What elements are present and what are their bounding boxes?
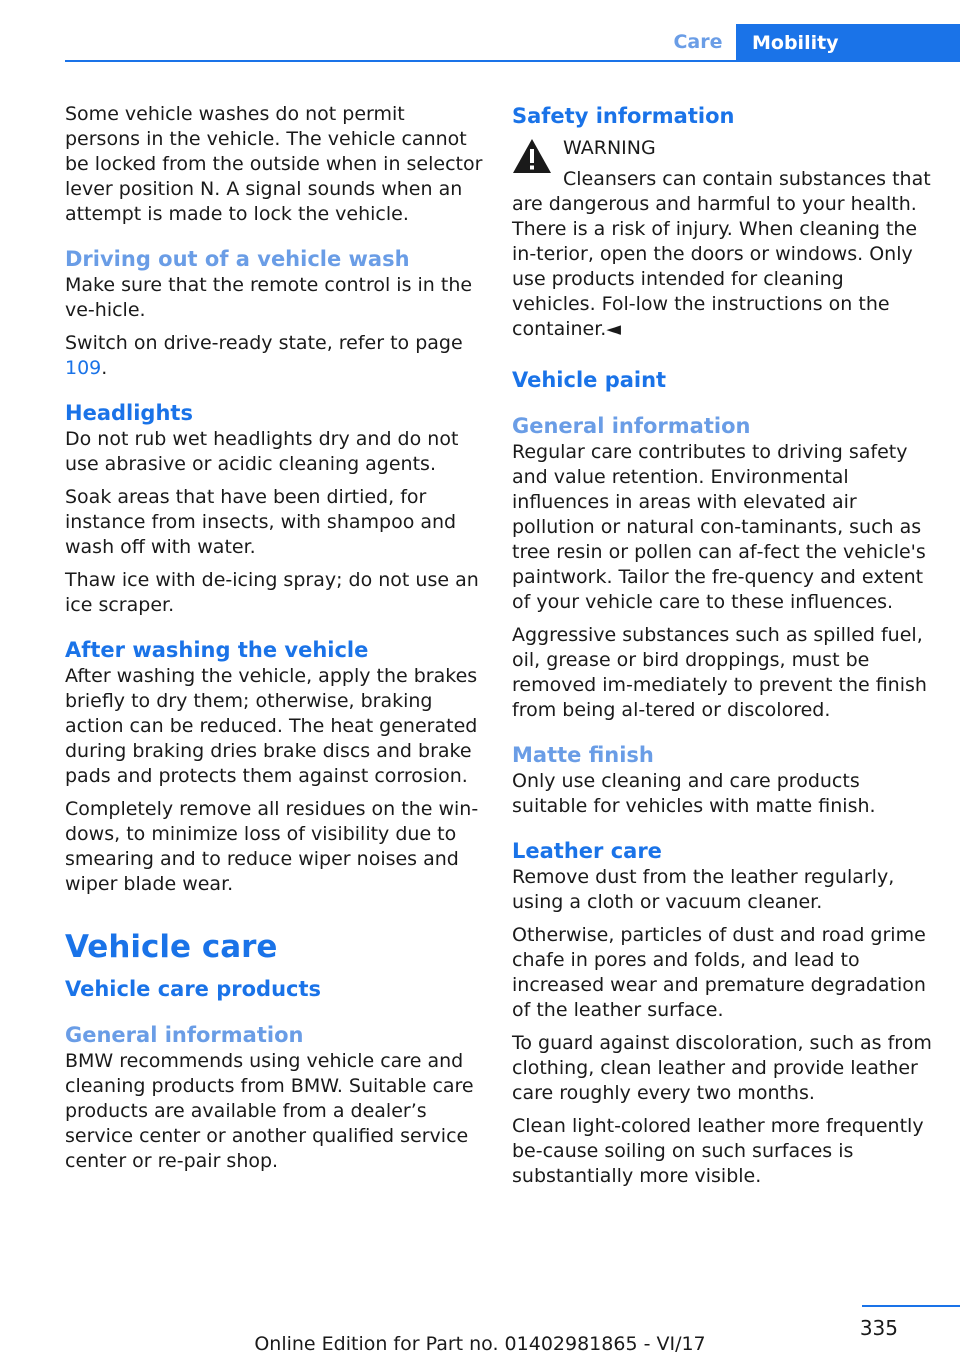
warning-text: are dangerous and harmful to your health. There is a risk of injury. When cleaning the in‐terior, open the doors or windows. Only use products intended for cleaning vehicles. Fol‐low the instructions on the container.◄ — [512, 193, 918, 340]
tab-care[interactable]: Care — [673, 31, 723, 53]
edition-footer: Online Edition for Part no. 01402981865 - VI/17 — [254, 1333, 706, 1355]
leather-care-heading: Leather care — [512, 839, 662, 863]
driving-out-period: . — [101, 357, 108, 379]
leather-paragraph-1: Remove dust from the leather regularly, using a cloth or vacuum cleaner. — [512, 866, 895, 913]
general-information-heading: General information — [65, 1023, 304, 1047]
headlights-paragraph-2: Soak areas that have been dirtied, for instance from insects, with shampoo and wash off with water. — [65, 486, 457, 558]
vehicle-paint-heading: Vehicle paint — [512, 368, 667, 392]
right-column — [512, 102, 932, 1197]
matte-finish-paragraph: Only use cleaning and care products suitable for vehicles with matte finish. — [512, 770, 876, 817]
after-washing-paragraph-2: Completely remove all residues on the win‐dows, to minimize loss of visibility due to smearing and to reduce wiper noises and wiper blade wear. — [65, 798, 479, 895]
paint-general-information-heading: General information — [512, 414, 751, 438]
warning-block — [512, 136, 932, 342]
footer-rule — [862, 1305, 960, 1307]
paint-paragraph-1: Regular care contributes to driving safety and value retention. Environmental influences in areas with elevated air pollution or natural con‐taminants, such as tree resin or pollen can af‐fect the vehicle's paintwork. Tailor the fre‐quency and extent of your vehicle care to these influences. — [512, 441, 926, 613]
warning-triangle-icon — [512, 138, 552, 174]
driving-out-paragraph-1: Make sure that the remote control is in the ve‐hicle. — [65, 274, 473, 321]
after-washing-paragraph-1: After washing the vehicle, apply the brakes briefly to dry them; otherwise, braking action can be reduced. The heat generated during braking dries brake discs and brake pads and protects them against corrosion. — [65, 665, 478, 787]
general-information-paragraph: BMW recommends using vehicle care and cleaning products from BMW. Suitable care products are available from a dealer’s service center or another qualified service center or re‐pair shop. — [65, 1050, 474, 1172]
vehicle-care-title: Vehicle care — [65, 929, 278, 965]
tab-mobility[interactable]: Mobility — [736, 24, 960, 61]
headlights-paragraph-1: Do not rub wet headlights dry and do not use abrasive or acidic cleaning agents. — [65, 428, 459, 475]
intro-paragraph: Some vehicle washes do not permit persons in the vehicle. The vehicle cannot be locked from the outside when in selector lever position N. A signal sounds when an attempt is made to lock the vehicle. — [65, 103, 483, 225]
paint-paragraph-2: Aggressive substances such as spilled fuel, oil, grease or bird droppings, must be removed im‐mediately to prevent the finish from being al‐tered or discolored. — [512, 624, 927, 721]
driving-out-heading: Driving out of a vehicle wash — [65, 247, 410, 271]
page-109-link[interactable]: 109 — [65, 357, 102, 379]
after-washing-heading: After washing the vehicle — [65, 638, 369, 662]
safety-information-heading: Safety information — [512, 104, 735, 128]
headlights-heading: Headlights — [65, 401, 193, 425]
care-products-heading: Vehicle care products — [65, 977, 322, 1001]
leather-paragraph-2: Otherwise, particles of dust and road grime chafe in pores and folds, and lead to increased wear and premature degradation of the leather surface. — [512, 924, 926, 1021]
headlights-paragraph-3: Thaw ice with de-icing spray; do not use an ice scraper. — [65, 569, 479, 616]
leather-paragraph-3: To guard against discoloration, such as from clothing, clean leather and provide leather care roughly every two months. — [512, 1032, 932, 1104]
driving-out-paragraph-2 — [65, 331, 485, 381]
warning-label: WARNING — [563, 137, 656, 159]
left-column — [65, 102, 485, 1182]
page-number: 335 — [859, 1316, 898, 1340]
leather-paragraph-4: Clean light-colored leather more frequently be‐cause soiling on such surfaces is substantially more visible. — [512, 1115, 924, 1187]
matte-finish-heading: Matte finish — [512, 743, 654, 767]
driving-out-text: Switch on drive-ready state, refer to page — [65, 332, 463, 354]
warning-line-1: Cleansers can contain substances that — [563, 168, 931, 190]
